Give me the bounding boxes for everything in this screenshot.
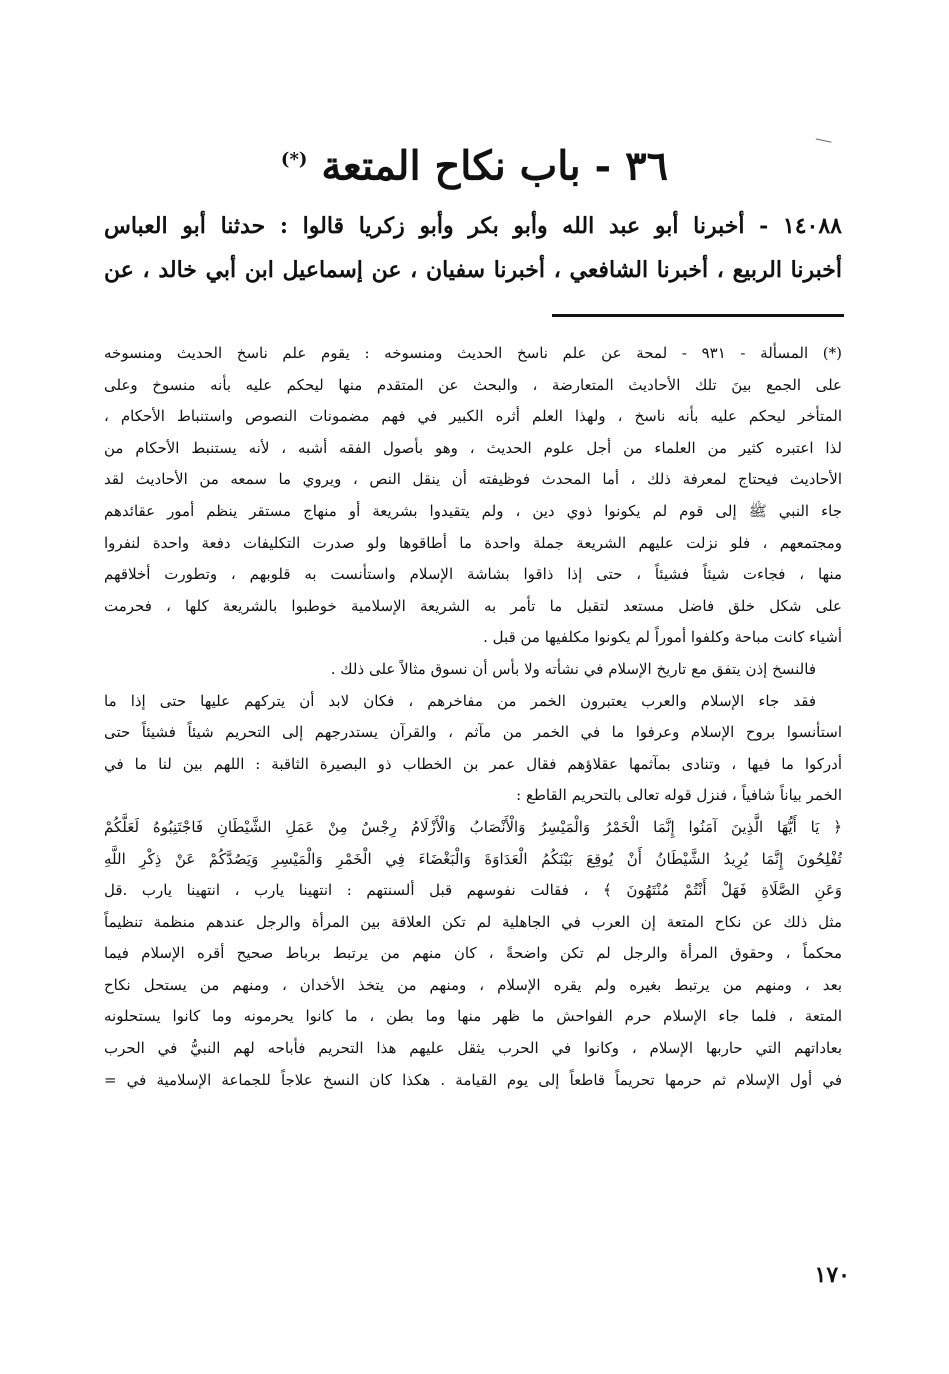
footnote-line: منها ، فجاءت شيئاً فشيئاً ، حتى إذا ذاقوا بشاشة الإسلام واستأنست به قلوبهم ، وتطورت أخلاقهم	[104, 565, 842, 584]
footnote-text	[104, 338, 842, 1096]
chapter-title	[100, 128, 849, 198]
footnote-line: المتأخر ليحكم عليه بأنه ناسخ ، ولهذا العلم أثره الكبير في فهم مضمونات النصوص واستنباط الأحكام ،	[104, 407, 842, 426]
chapter-dash: -	[594, 142, 612, 190]
footnote-line: على شكل خلق فاضل مستعد لتقبل ما تأمر به الشريعة الإسلامية خوطبوا بالشريعة كلها ، فحرمت	[104, 596, 842, 615]
footnote-line: أشياء كانت مباحة وكلفوا أموراً لم يكونوا مكلفيها من قبل .	[483, 628, 842, 647]
footnote-line: في أول الإسلام ثم حرمها تحريماً قاطعاً إلى يوم القيامة . هكذا كان النسخ علاجاً للجماعة الإسلامية في =	[104, 1070, 842, 1089]
chapter-title-text: باب نكاح المتعة	[321, 142, 581, 190]
footnote-line: أدركوا ما فيها ، وتنادى بمآثمها عقلاؤهم فقال عمر بن الخطاب ذو البصيرة الثاقبة : اللهم بين لنا ما في	[104, 754, 842, 773]
quran-verse-line: ﴿ يَا أَيُّهَا الَّذِينَ آمَنُوا إِنَّمَا الْخَمْرُ وَالْمَيْسِرُ وَالْأَنْصَابُ وَالْأَزْلَامُ رِجْسٌ مِنْ عَمَلِ الشَّيْطَانِ فَاجْتَنِبُوهُ لَعَلَّكُمْ	[104, 817, 842, 836]
footnote-line: الأحاديث فيحتاج لمعرفة ذلك ، أما المحدث فوظيفته أن ينقل النص ، ويروي ما سمعه من الأحاديث لقد	[104, 470, 842, 489]
footnote-line: استأنسوا بروح الإسلام وعرفوا ما في الخمر من مآثم ، والقرآن يستدرجهم إلى التحريم شيئاً فشيئاً حتى	[104, 723, 842, 742]
footnote-line: محكماً ، وحقوق المرأة والرجل لم تكن واضحةً ، كان منهم من يرتبط برباط صحيح أقره الإسلام فيما	[104, 944, 842, 963]
footnote-line: على الجمع بينَ تلك الأحاديث المتعارضة ، والبحث عن المتقدم منها ليحكم عليه بأنه منسوخ وعلى	[104, 375, 842, 394]
hadith-text	[104, 204, 842, 292]
footnote-divider	[552, 314, 844, 317]
chapter-number: ٣٦	[625, 142, 669, 190]
footnote-line: الخمر بياناً شافياً ، فنزل قوله تعالى بالتحريم القاطع :	[516, 786, 842, 805]
footnote-line: مثل ذلك عن نكاح المتعة إن العرب في الجاهلية لم تكن العلاقة بين المرأة والرجل عندهم منظمة تنظيماً	[104, 912, 842, 931]
footnote-line: (*) المسألة - ٩٣١ - لمحة عن علم ناسخ الحديث ومنسوخه : يقوم علم ناسخ الحديث ومنسوخه	[104, 344, 842, 362]
footnote-line: جاء النبي ﷺ إلى قوم لم يكونوا ذوي دين ، ولم يتقيدوا بشريعة أو منهاج مستقر ينظم أمور عقائدهم	[104, 501, 842, 520]
footnote-line: لذا اعتبره كثير من العلماء من أجل علوم الحديث ، وهو بأصول الفقه أشبه ، لأنه يستنبط الأحكام من	[104, 438, 842, 457]
footnote-line: وَعَنِ الصَّلَاةِ فَهَلْ أَنْتُمْ مُنْتَهُونَ ﴾ ، فقالت نفوسهم قبل ألسنتهم : انتهينا يارب ، انتهينا يارب .قل	[104, 881, 842, 900]
footnote-marker: (*)	[280, 149, 308, 170]
footnote-line: بعاداتهم التي حاربها الإسلام ، وكانوا في الحرب يثقل عليهم هذا التحريم فأباحه لهم النبيُّ في الحرب	[104, 1039, 842, 1058]
footnote-line: ومجتمعهم ، فلو نزلت عليهم الشريعة جملة واحدة ما أطاقوها ولو صدرت التكليفات دفعة واحدة لنفروا	[104, 533, 842, 552]
quran-verse-line: تُفْلِحُونَ إِنَّمَا يُرِيدُ الشَّيْطَانُ أَنْ يُوقِعَ بَيْنَكُمُ الْعَدَاوَةَ وَالْبَغْضَاءَ فِي الْخَمْرِ وَالْمَيْسِرِ وَيَصُدَّكُمْ عَنْ ذِكْرِ اللَّهِ	[104, 849, 842, 868]
footnote-line: بعد ، ومنهم من يرتبط بغيره ولم يقره الإسلام ، ومنهم من يتخذ الأخدان ، ومنهم من يستحل نكاح	[104, 975, 842, 994]
hadith-line: أخبرنا الربيع ، أخبرنا الشافعي ، أخبرنا سفيان ، عن إسماعيل ابن أبي خالد ، عن	[104, 257, 842, 283]
footnote-line: فقد جاء الإسلام والعرب يعتبرون الخمر من مفاخرهم ، فكان لابد أن يتركهم عليها حتى إذا ما	[104, 691, 816, 710]
hadith-line: ١٤٠٨٨ - أخبرنا أبو عبد الله وأبو بكر وأبو زكريا قالوا : حدثنا أبو العباس	[104, 213, 842, 239]
page-number: ١٧٠	[814, 1262, 850, 1288]
footnote-line: فالنسخ إذن يتفق مع تاريخ الإسلام في نشأته ولا بأس أن نسوق مثالاً على ذلك .	[330, 659, 816, 678]
footnote-line: المتعة ، فلما جاء الإسلام حرم الفواحش ما ظهر منها وما بطن ، ما كانوا يحرمونه وما كانوا يستحلونه	[104, 1007, 842, 1026]
